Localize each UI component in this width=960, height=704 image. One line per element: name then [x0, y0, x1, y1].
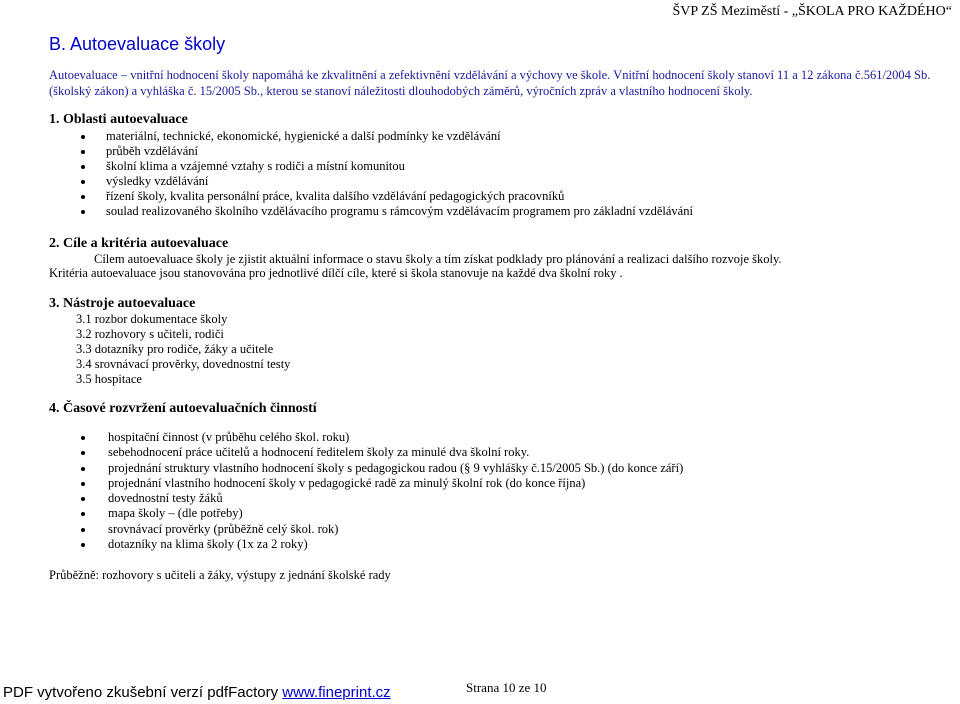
list-item: řízení školy, kvalita personální práce, kvalita dalšího vzdělávání pedagogických pracovníků [81, 189, 693, 204]
pdf-footer [3, 684, 391, 701]
section-3-heading: 3. Nástroje autoevaluace [49, 296, 196, 311]
page-number: Strana 10 ze 10 [466, 680, 547, 695]
section-3-item-2: 3.2 rozhovory s učiteli, rodiči [76, 327, 224, 341]
document-header: ŠVP ZŠ Meziměstí - „ŠKOLA PRO KAŽDÉHO“ [672, 4, 952, 19]
page-title: B. Autoevaluace školy [49, 34, 226, 54]
list-item: soulad realizovaného školního vzdělávacího programu s rámcovým vzdělávacím programem pro základní vzdělávání [81, 204, 693, 219]
pdf-footer-text: PDF vytvořeno zkušební verzí pdfFactory [3, 684, 283, 701]
list-item: materiální, technické, ekonomické, hygienické a další podmínky ke vzdělávání [81, 129, 693, 144]
list-item: projednání struktury vlastního hodnocení školy s pedagogickou radou (§ 9 vyhlášky č.15/2005 Sb.) (do konce září) [81, 461, 683, 476]
list-item: průběh vzdělávání [81, 144, 693, 159]
list-item: školní klima a vzájemné vztahy s rodiči a místní komunitou [81, 159, 693, 174]
section-4-heading: 4. Časové rozvržení autoevaluačních činností [49, 401, 317, 416]
section-3-item-1: 3.1 rozbor dokumentace školy [76, 312, 228, 326]
section-2-heading: 2. Cíle a kritéria autoevaluace [49, 236, 229, 251]
section-3-item-4: 3.4 srovnávací prověrky, dovednostní testy [76, 357, 291, 371]
section-4-list [81, 430, 683, 552]
section-2-line-1: Cílem autoevaluace školy je zjistit aktuální informace o stavu školy a tím získat podklady pro plánování a realizaci dalšího rozvoje školy. [94, 252, 782, 266]
section-2-line-2: Kritéria autoevaluace jsou stanovována pro jednotlivé dílčí cíle, které si škola stanovuje na každé dva školní roky . [49, 266, 623, 280]
list-item: výsledky vzdělávání [81, 174, 693, 189]
section-1-heading: 1. Oblasti autoevaluace [49, 112, 188, 127]
section-1-list [81, 129, 693, 219]
list-item: dotazníky na klima školy (1x za 2 roky) [81, 537, 683, 552]
section-3-item-5: 3.5 hospitace [76, 372, 142, 386]
list-item: sebehodnocení práce učitelů a hodnocení ředitelem školy za minulé dva školní roky. [81, 445, 683, 460]
section-3-item-3: 3.3 dotazníky pro rodiče, žáky a učitele [76, 342, 274, 356]
list-item: srovnávací prověrky (průběžně celý škol. rok) [81, 522, 683, 537]
list-item: projednání vlastního hodnocení školy v pedagogické radě za minulý školní rok (do konce října) [81, 476, 683, 491]
fineprint-link[interactable]: www.fineprint.cz [282, 684, 391, 701]
intro-line-2: (školský zákon) a vyhláška č. 15/2005 Sb., kterou se stanoví náležitosti dlouhodobých záměrů, výročních zpráv a vlastního hodnocení školy. [49, 84, 753, 98]
list-item: dovednostní testy žáků [81, 491, 683, 506]
list-item: hospitační činnost (v průběhu celého škol. roku) [81, 430, 683, 445]
intro-line-1: Autoevaluace – vnitřní hodnocení školy napomáhá ke zkvalitnění a zefektivnění vzdělávání a výchovy ve škole. Vnitřní hodnocení školy stanoví 11 a 12 zákona č.561/2004 Sb. [49, 68, 931, 82]
list-item: mapa školy – (dle potřeby) [81, 506, 683, 521]
section-4-note: Průběžně: rozhovory s učiteli a žáky, výstupy z jednání školské rady [49, 568, 391, 582]
